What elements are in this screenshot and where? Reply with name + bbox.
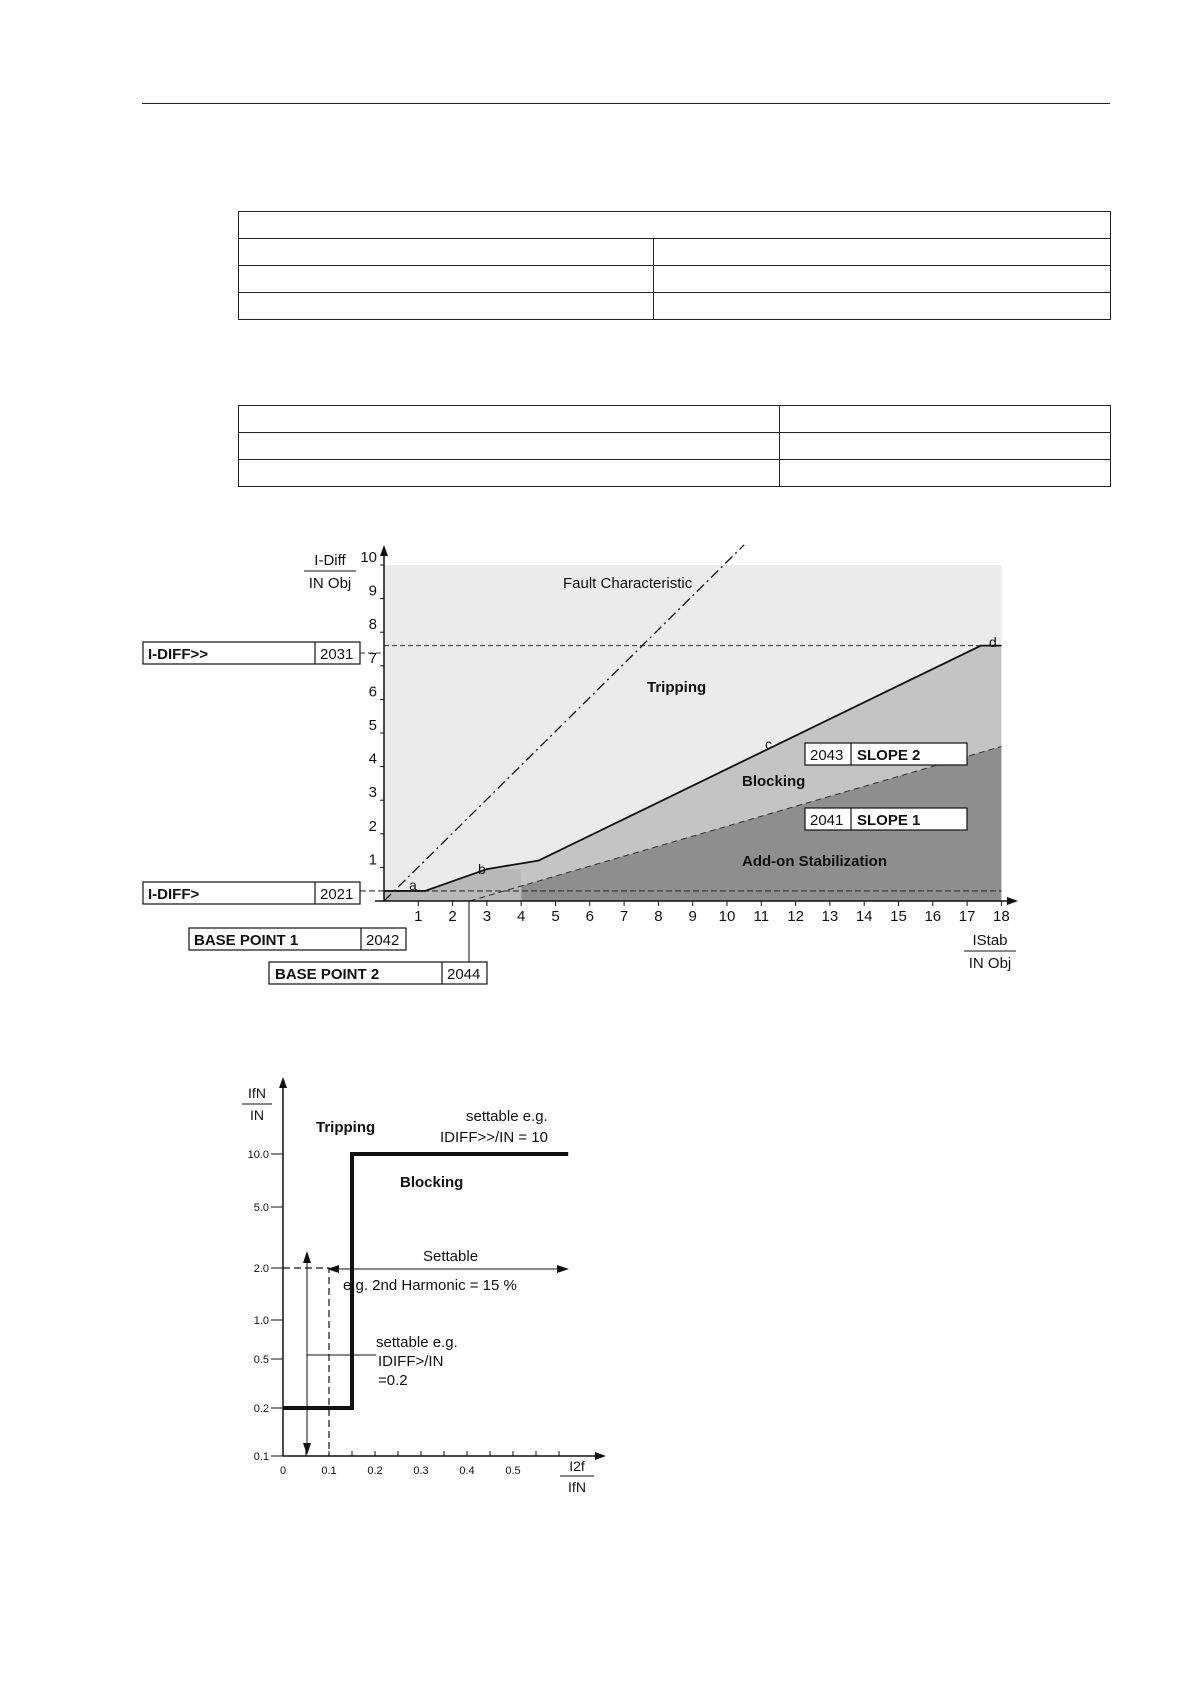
param-address: 2043 — [810, 747, 844, 764]
param-address: 2021 — [320, 886, 354, 903]
slope-1-param-box — [805, 808, 967, 830]
idiff-high-param-box — [143, 642, 360, 664]
y-ticks — [360, 549, 384, 868]
stabilization-label: Add-on Stabilization — [742, 853, 887, 870]
x-tick-label: 9 — [688, 908, 697, 925]
range-arrow-down — [303, 1443, 311, 1455]
x-axis-label-bottom: IN Obj — [968, 955, 1012, 972]
dashed-limit-line — [283, 1268, 329, 1456]
y-axis-label-bottom: IN — [250, 1107, 264, 1123]
param-address: 2031 — [320, 646, 354, 663]
y-tick-label: 1.0 — [253, 1315, 269, 1327]
y-axis-label-top: IfN — [248, 1085, 266, 1101]
x-tick-label: 8 — [654, 908, 663, 925]
point-label-b: b — [478, 861, 486, 877]
x-tick-label: 11 — [753, 908, 770, 925]
x-tick-label: 2 — [448, 908, 457, 925]
x-ticks — [280, 1451, 559, 1477]
y-tick-label: 2 — [368, 817, 377, 835]
point-label-a: a — [409, 877, 417, 893]
x-tick-label: 7 — [619, 908, 629, 925]
settable-low-line1: settable e.g. — [376, 1334, 458, 1351]
y-axis-arrow — [380, 545, 388, 556]
y-tick-label: 7 — [368, 649, 377, 667]
param-address: 2041 — [810, 812, 844, 829]
x-tick-label: 0.1 — [321, 1465, 337, 1477]
y-tick-label: 4 — [368, 750, 377, 768]
x-tick-label: 10 — [718, 908, 736, 925]
param-name: SLOPE 2 — [857, 747, 921, 764]
y-tick-label: 9 — [368, 582, 377, 600]
point-label-c: c — [765, 736, 772, 752]
param-name: SLOPE 1 — [857, 812, 921, 829]
x-tick-label: 17 — [958, 908, 976, 925]
y-axis-label-top: I-Diff — [314, 552, 346, 569]
point-label-d: d — [989, 634, 997, 650]
param-name: I-DIFF> — [148, 886, 200, 903]
base-point-1-param-box — [189, 928, 406, 950]
settable-high-line2: IDIFF>>/IN = 10 — [440, 1129, 548, 1146]
settable-high-line1: settable e.g. — [466, 1108, 548, 1125]
y-tick-label: 1 — [368, 851, 377, 869]
x-ticks — [414, 901, 1010, 925]
x-axis-arrow — [1007, 897, 1018, 905]
harmonic-label: e.g. 2nd Harmonic = 15 % — [343, 1277, 517, 1294]
x-tick-label: 1 — [414, 908, 423, 925]
blocking-label: Blocking — [742, 773, 806, 790]
y-tick-label: 5 — [368, 717, 377, 734]
x-tick-label: 0.4 — [459, 1465, 475, 1477]
x-tick-label: 14 — [855, 908, 873, 925]
param-address: 2042 — [366, 932, 400, 949]
x-tick-label: 15 — [890, 908, 907, 925]
y-tick-label: 3 — [368, 784, 377, 802]
blocking-label: Blocking — [400, 1174, 464, 1191]
x-tick-label: 18 — [993, 908, 1010, 925]
slope-2-param-box — [805, 743, 967, 765]
param-name: BASE POINT 1 — [194, 932, 299, 949]
range-arrow-up — [303, 1251, 311, 1263]
base-point-2-param-box — [269, 962, 487, 984]
param-name: BASE POINT 2 — [275, 966, 380, 983]
param-address: 2044 — [447, 966, 481, 983]
x-tick-label: 0.3 — [413, 1465, 429, 1477]
y-tick-label: 8 — [368, 616, 377, 634]
tripping-label: Tripping — [647, 679, 707, 696]
x-tick-label: 0.5 — [505, 1465, 521, 1477]
y-tick-label: 5.0 — [253, 1202, 269, 1214]
x-axis-label-top: I2f — [569, 1458, 585, 1474]
harmonic-restraint-chart — [0, 1060, 1190, 1520]
y-tick-label: 10 — [360, 549, 377, 566]
y-tick-label: 0.1 — [253, 1451, 269, 1463]
y-tick-label: 6 — [368, 683, 377, 701]
y-tick-label: 10.0 — [247, 1149, 269, 1161]
settable-label: Settable — [423, 1248, 479, 1265]
settable-low-line2: IDIFF>/IN — [378, 1353, 444, 1370]
settable-low-line3: =0.2 — [378, 1372, 408, 1389]
x-axis-arrow — [595, 1452, 606, 1460]
param-name: I-DIFF>> — [148, 646, 209, 663]
x-axis-label-bottom: IfN — [568, 1479, 586, 1495]
tripping-label: Tripping — [316, 1119, 376, 1136]
x-tick-label: 6 — [585, 908, 594, 925]
y-tick-label: 0.2 — [253, 1403, 269, 1415]
y-tick-label: 2.0 — [253, 1263, 269, 1275]
x-tick-label: 13 — [821, 908, 839, 925]
x-tick-label: 5 — [551, 908, 560, 925]
y-ticks — [248, 1149, 283, 1463]
x-tick-label: 4 — [517, 908, 526, 925]
x-tick-label: 16 — [924, 908, 942, 925]
settable-arrow-right — [557, 1265, 569, 1273]
x-tick-label: 12 — [787, 908, 804, 925]
x-tick-label: 0.2 — [367, 1465, 383, 1477]
fault-characteristic-label: Fault Characteristic — [563, 575, 693, 592]
x-tick-label: 0 — [279, 1465, 287, 1477]
x-tick-label: 3 — [482, 908, 492, 925]
x-axis-label-top: IStab — [972, 932, 1008, 949]
y-axis-arrow — [279, 1077, 287, 1088]
y-axis-label-bottom: IN Obj — [308, 575, 352, 592]
idiff-param-box — [143, 882, 360, 904]
y-tick-label: 0.5 — [253, 1354, 269, 1366]
